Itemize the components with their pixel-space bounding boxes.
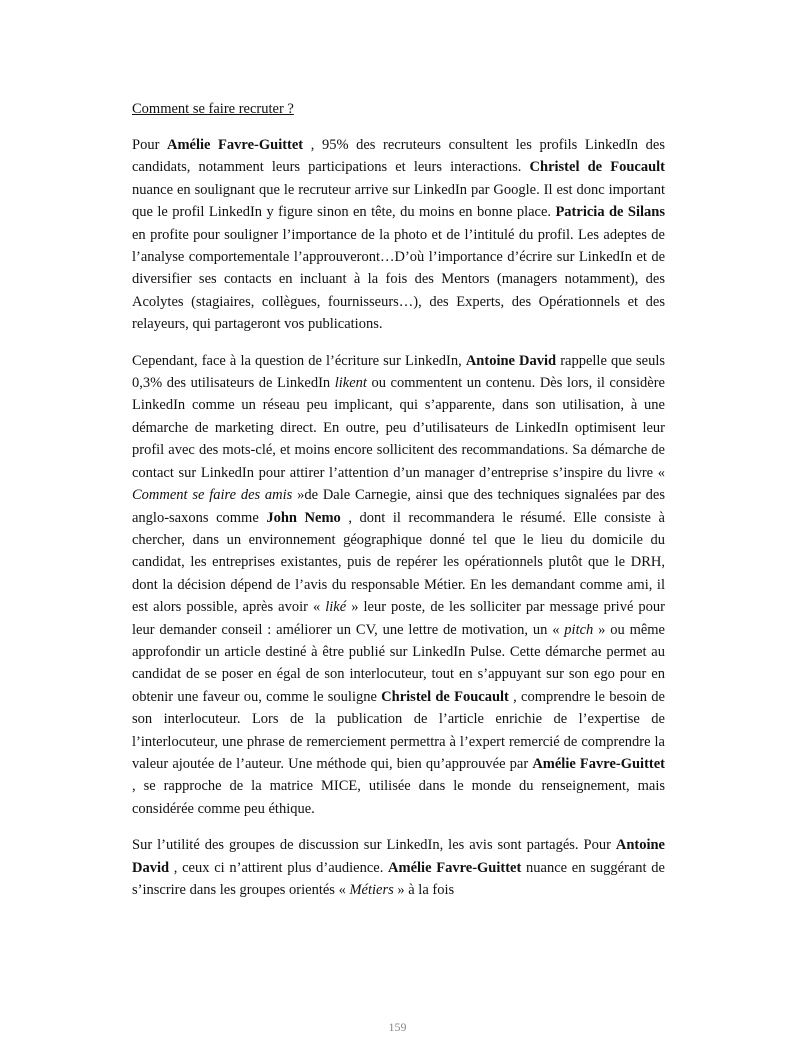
paragraph-2	[132, 350, 665, 821]
person-name: Antoine David	[132, 837, 665, 876]
paragraph-3	[132, 834, 665, 901]
paragraph-1	[132, 134, 665, 336]
text-run: Sur l’utilité des groupes de discussion sur LinkedIn, les avis sont partagés. Pour	[132, 837, 616, 854]
page-number: 159	[388, 1020, 407, 1034]
person-name: Amélie Favre-Guittet	[166, 137, 304, 153]
text-run: en profite pour souligner l’importance de la photo et de l’intitulé du profil. Les adeptes de l’analyse comportementale l’approuveront…D’où l’importance d’écrire sur LinkedIn et de diversifier ses contacts en incluant à la fois des Mentors (managers notamment), des Acolytes (stagiaires, collègues, fournisseurs…), des Experts, des Opérationnels et des relayeurs, qui partageront vos publications.	[132, 226, 665, 333]
book-title: Comment se faire des amis	[132, 487, 293, 504]
text-run: » leur poste, de les solliciter par message privé pour leur demander conseil : améliorer un CV, une lettre de motivation, un «	[132, 599, 666, 638]
text-run: ou commentent un contenu. Dès lors, il considère LinkedIn comme un réseau peu implicant, qui s’apparente, dans son utilisation, à une démarche de marketing direct. En outre, peu d’utilisateurs de LinkedIn optimisent leur profil avec des mots-clé, et moins encore sollicitent des recommandations. Sa démarche de contact sur LinkedIn pour attirer l’attention d’un manager d’entreprise s’inspire du livre «	[132, 375, 665, 481]
text-run: , ceux ci n’attirent plus d’audience.	[169, 859, 389, 876]
person-name: Antoine David	[465, 352, 557, 369]
text-run: nuance en soulignant que le recruteur arrive sur LinkedIn par Google. Il est donc important que le profil LinkedIn y figure sinon en tête, du moins en bonne place.	[132, 181, 665, 221]
text-run: , 95% des recruteurs consultent les profils LinkedIn des candidats, notamment leurs participations et leurs interactions.	[132, 137, 665, 176]
text-run: Pour	[132, 137, 167, 153]
italic-term: Métiers	[349, 882, 394, 898]
text-run: , comprendre le besoin de son interlocuteur. Lors de la publication de l’article enrichie de l’expertise de l’interlocuteur, une phrase de remerciement permettra à l’expert remercié de comprendre la valeur ajoutée de l’auteur. Une méthode qui, bien qu’approuvée par	[132, 688, 665, 772]
document-page	[132, 98, 665, 915]
text-run: » à la fois	[393, 882, 455, 898]
section-heading: Comment se faire recruter ?	[132, 101, 294, 117]
person-name: Christel de Foucault	[529, 159, 665, 176]
text-run: Cependant, face à la question de l’écriture sur LinkedIn,	[132, 352, 466, 369]
text-run: , se rapproche de la matrice MICE, utilisée dans le monde du renseignement, mais considérée comme peu éthique.	[132, 778, 665, 817]
text-run: nuance en suggérant de s’inscrire dans les groupes orientés «	[132, 859, 665, 898]
person-name: John Nemo	[266, 509, 341, 526]
text-run: » ou même approfondir un article destiné à être publié sur LinkedIn Pulse. Cette démarche permet au candidat de se poser en égal de son interlocuteur, tout en s’appuyant sur son ego pour en obtenir une faveur ou, comme le souligne	[132, 621, 665, 705]
italic-term: pitch	[564, 621, 594, 638]
person-name: Patricia de Silans	[555, 204, 665, 221]
text-run: rappelle que seuls 0,3% des utilisateurs de LinkedIn	[132, 352, 665, 392]
italic-term: liké	[325, 599, 347, 616]
italic-term: likent	[334, 375, 367, 392]
person-name: Christel de Foucault	[381, 688, 509, 705]
person-name: Amélie Favre-Guittet	[532, 755, 665, 772]
person-name: Amélie Favre-Guittet	[388, 859, 522, 876]
text-run: , dont il recommandera le résumé. Elle consiste à chercher, dans un environnement géographique donné tel que le lieu du domicile du candidat, les entreprises existantes, puis de repérer les opérationnels plutôt que le DRH, dont la décision dépend de l’avis du responsable Métier. En les demandant comme ami, il est alors possible, après avoir «	[132, 509, 665, 616]
text-run: »de Dale Carnegie, ainsi que des techniques signalées par des anglo-saxons comme	[132, 487, 665, 526]
